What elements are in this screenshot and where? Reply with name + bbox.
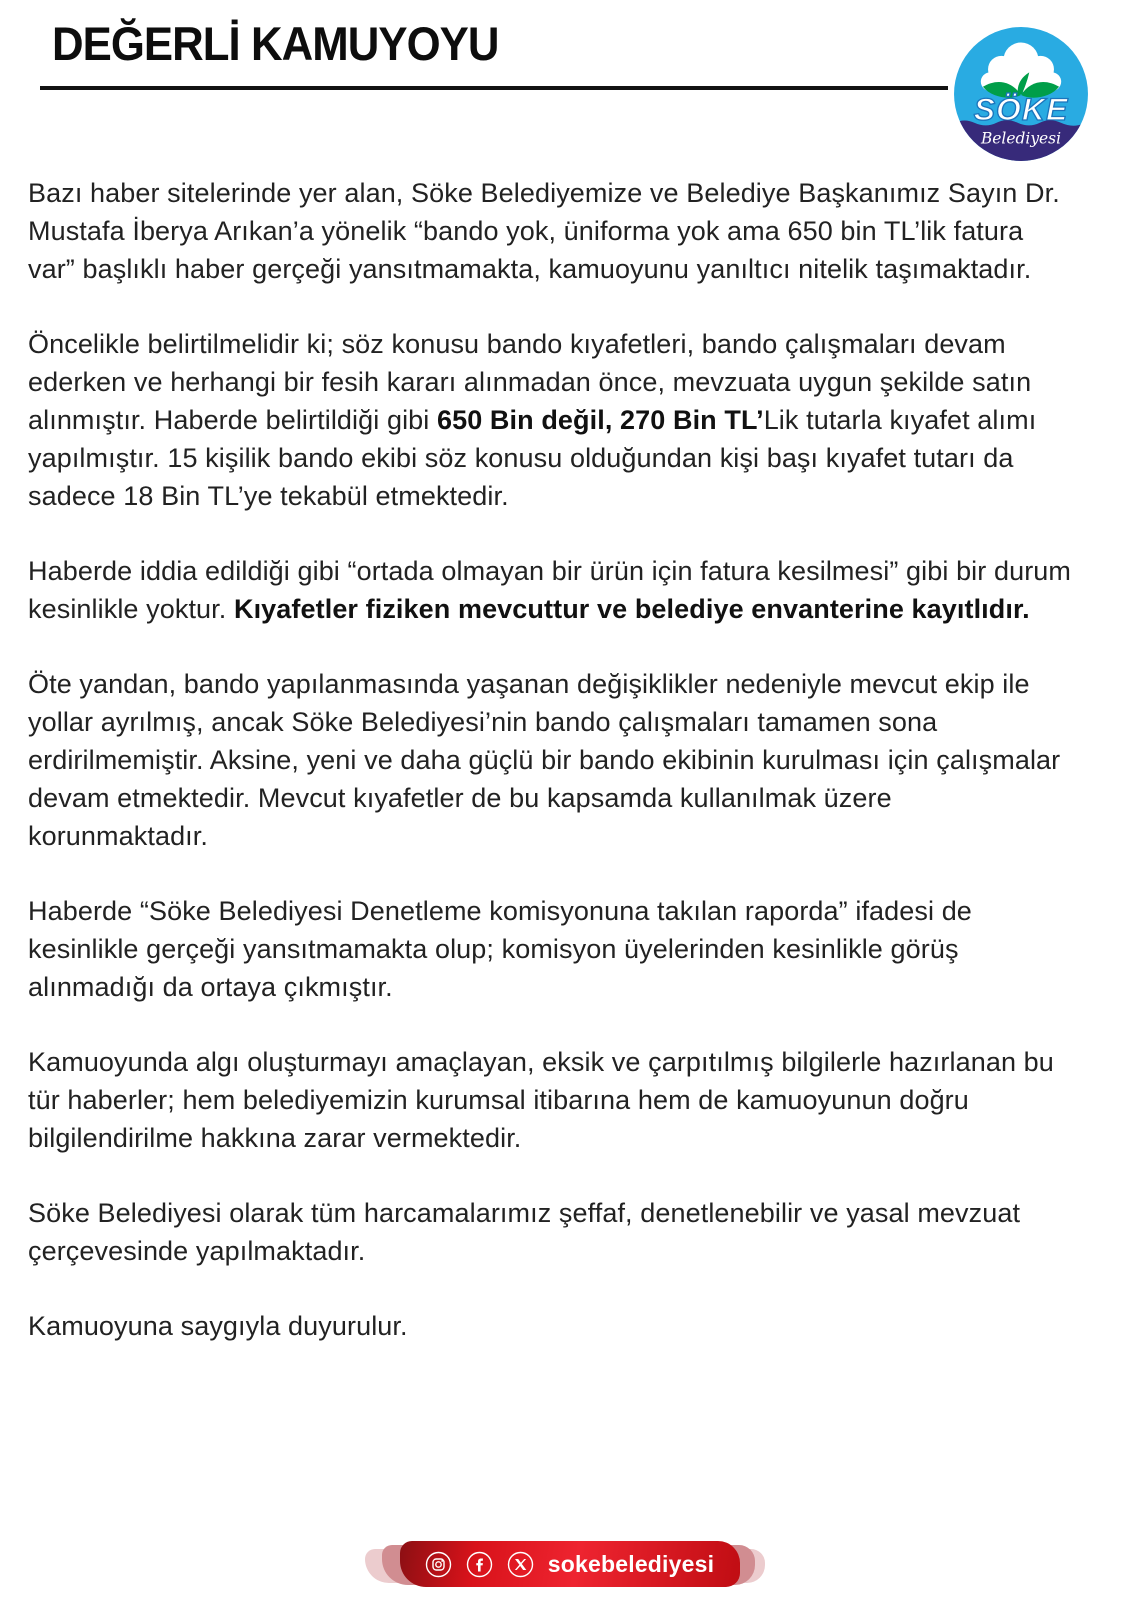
text-run: Söke Belediyesi olarak tüm harcamalarımız şeffaf, denetlenebilir ve yasal mevzuat çerçevesinde yapılmaktadır. <box>28 1198 1021 1266</box>
social-banner <box>365 1540 767 1588</box>
press-release-body <box>28 174 1074 1382</box>
document-footer <box>0 1540 1131 1588</box>
soke-municipality-logo <box>953 26 1089 162</box>
paragraph-5 <box>28 892 1074 1006</box>
document-header <box>0 0 1131 176</box>
facebook-icon <box>466 1551 493 1578</box>
text-run-bold: 650 Bin değil, 270 Bin TL’ <box>436 405 764 435</box>
paragraph-8 <box>28 1307 1074 1345</box>
paragraph-3 <box>28 552 1074 628</box>
text-run: Kamuoyuna saygıyla duyurulur. <box>28 1311 408 1341</box>
paragraph-6 <box>28 1043 1074 1157</box>
paragraph-4 <box>28 665 1074 855</box>
title-underline <box>40 86 948 90</box>
paragraph-1 <box>28 174 1074 288</box>
text-run: Kamuoyunda algı oluşturmayı amaçlayan, eksik ve çarpıtılmış bilgilerle hazırlanan bu tür haberler; hem belediyemizin kurumsal itibarına hem de kamuoyunun doğru bilgilendirilme hakkına zarar vermektedir. <box>28 1047 1054 1153</box>
text-run: Haberde iddia edildiği gibi “ortada olmayan bir ürün için fatura kesilmesi” gibi bir durum kesinlikle yoktur. <box>28 556 1072 624</box>
paragraph-7 <box>28 1194 1074 1270</box>
text-run: Öte yandan, bando yapılanmasında yaşanan değişiklikler nedeniyle mevcut ekip ile yollar ayrılmış, ancak Söke Belediyesi’nin bando çalışmaları tamamen sona erdirilmemiştir. Aksine, yeni ve daha güçlü bir bando ekibinin kurulması için çalışmalar devam etmektedir. Mevcut kıyafetler de bu kapsamda kullanılmak üzere korunmaktadır. <box>28 669 1061 851</box>
paragraph-2 <box>28 325 1074 515</box>
text-run: Lik tutarla kıyafet alımı yapılmıştır. 15 kişilik bando ekibi söz konusu olduğundan kişi başı kıyafet tutarı da sadece 18 Bin TL’ye tekabül etmektedir. <box>28 405 1037 511</box>
page-title: DEĞERLİ KAMUYOYU <box>52 17 499 70</box>
text-run: Öncelikle belirtilmelidir ki; söz konusu bando kıyafetleri, bando çalışmaları devam ederken ve herhangi bir fesih kararı alınmadan önce, mevzuata uygun şekilde satın alınmıştır. Haberde belirtildiği gibi <box>28 329 1032 435</box>
text-run: Haberde “Söke Belediyesi Denetleme komisyonuna takılan raporda” ifadesi de kesinlikle gerçeği yansıtmamakta olup; komisyon üyelerinden kesinlikle görüş alınmadığı da ortaya çıkmıştır. <box>28 896 972 1002</box>
text-run: Bazı haber sitelerinde yer alan, Söke Belediyemize ve Belediye Başkanımız Sayın Dr. Mustafa İberya Arıkan’a yönelik “bando yok, üniforma yok ama 650 bin TL’lik fatura var” başlıklı haber gerçeği yansıtmamakta, kamuoyunu yanıltıcı nitelik taşımaktadır. <box>28 178 1060 284</box>
x-icon <box>507 1551 534 1578</box>
social-handle: sokebelediyesi <box>547 1550 715 1577</box>
instagram-icon <box>425 1551 452 1578</box>
banner-main <box>400 1541 740 1587</box>
logo-belediyesi-script: Belediyesi <box>980 129 1062 148</box>
text-run-bold: Kıyafetler fiziken mevcuttur ve belediye envanterine kayıtlıdır. <box>233 594 1030 624</box>
logo-soke-wordmark: SÖKE <box>973 90 1069 127</box>
